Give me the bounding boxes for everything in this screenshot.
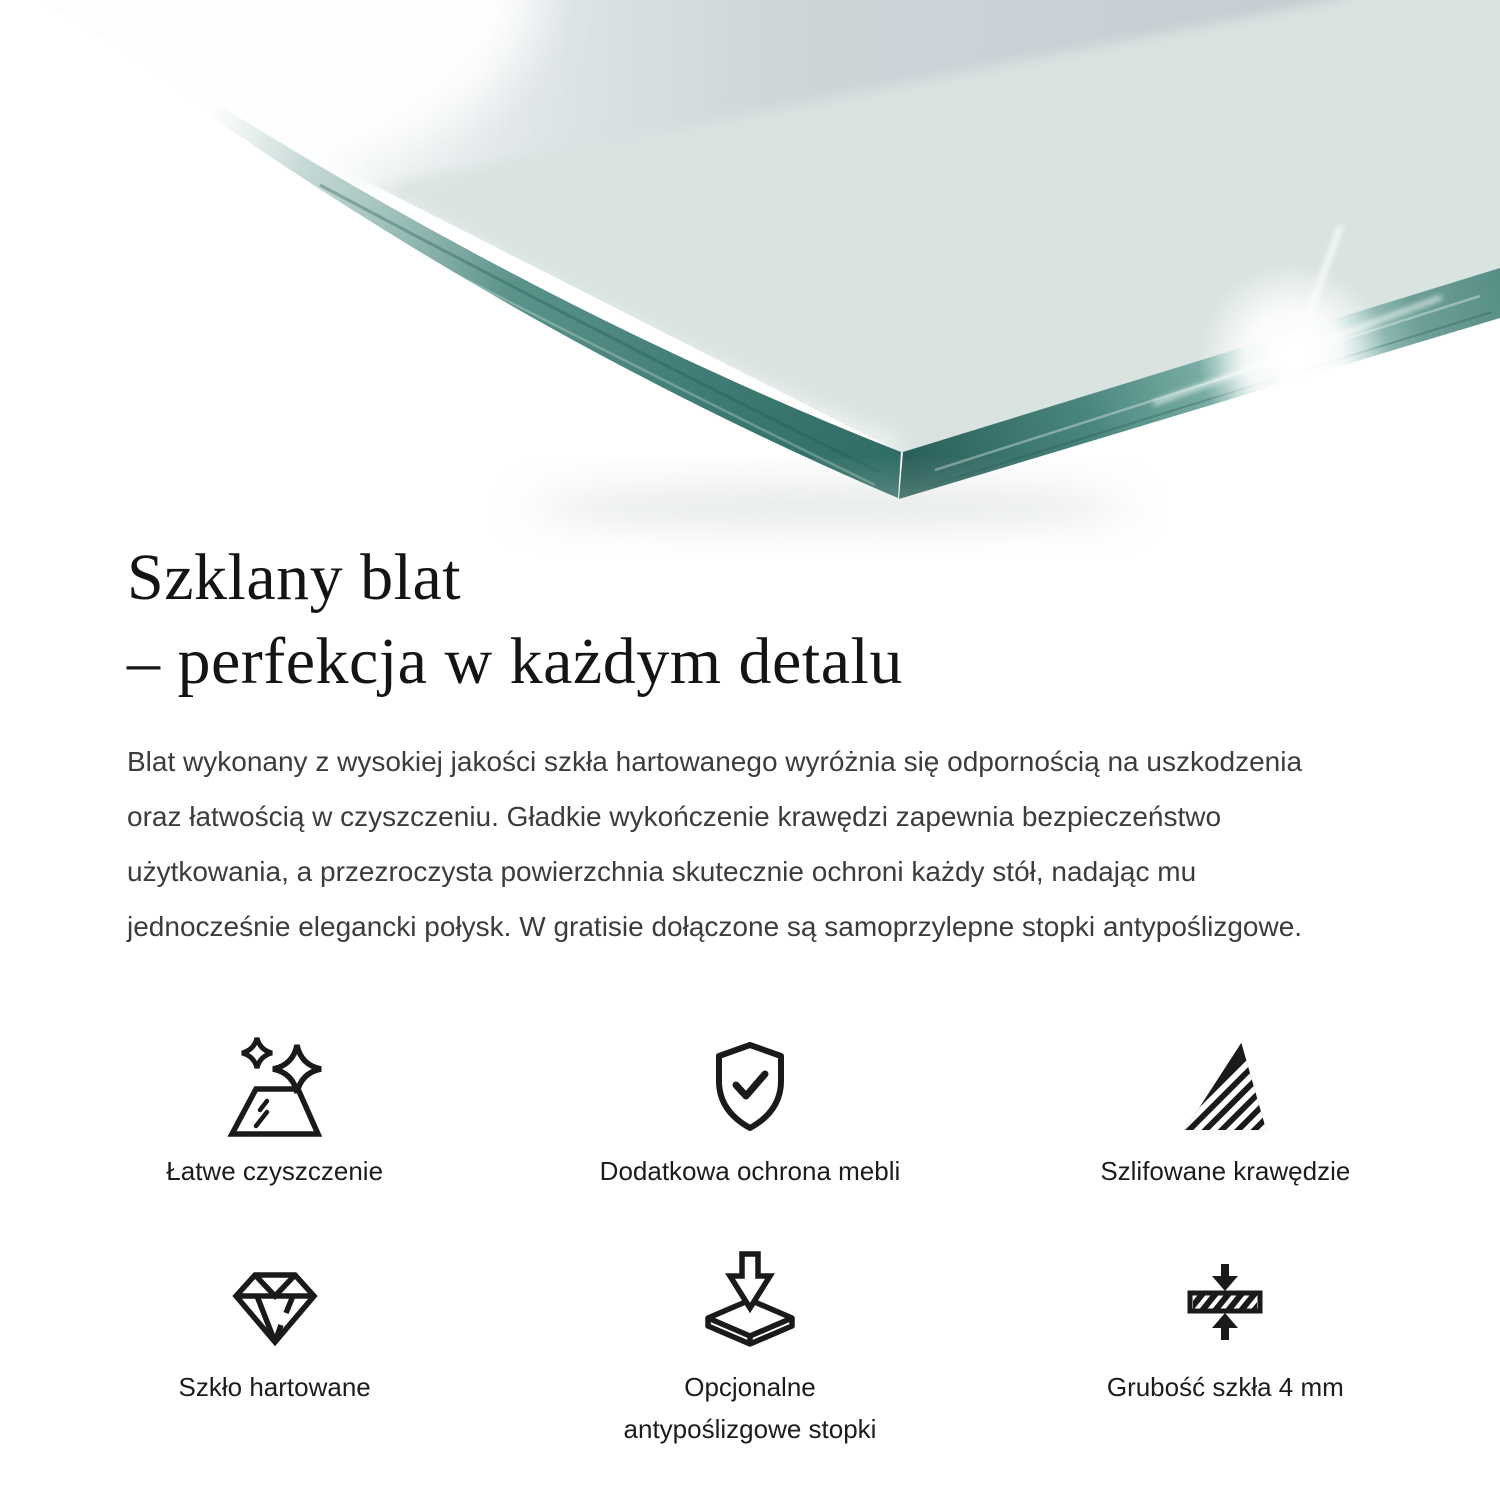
ground-edges-icon [1155, 1032, 1295, 1140]
features-grid [37, 1032, 1463, 1450]
feature-glass-thickness [1107, 1248, 1344, 1450]
feature-label: Szlifowane krawędzie [1100, 1156, 1351, 1186]
feature-label: Dodatkowa ochrona mebli [599, 1156, 901, 1186]
description-line: użytkowania, a przezroczysta powierzchnia skutecznie ochroni każdy stół, nadając mu [127, 856, 1197, 887]
page-title-line2: – perfekcja w każdym detalu [127, 625, 903, 698]
anti-slip-feet-icon [680, 1248, 820, 1356]
product-photo-glass-tabletop [0, 0, 1500, 560]
shield-check-icon [680, 1032, 820, 1140]
feature-furniture-protection [600, 1032, 901, 1192]
feature-label: Grubość szkła 4 mm [1106, 1372, 1344, 1402]
feature-ground-edges [1100, 1032, 1350, 1192]
diamond-icon [205, 1248, 345, 1356]
feature-label: Opcjonalne antypoślizgowe stopki [623, 1372, 877, 1444]
sparkle-clean-icon [205, 1032, 345, 1140]
page-title [127, 536, 903, 704]
description-line: oraz łatwością w czyszczeniu. Gładkie wykończenie krawędzi zapewnia bezpieczeństwo [127, 801, 1222, 832]
feature-anti-slip-feet [624, 1248, 877, 1450]
description-line: Blat wykonany z wysokiej jakości szkła hartowanego wyróżnia się odpornością na uszkodzenia [127, 746, 1303, 777]
glass-corner-illustration [0, 0, 1500, 560]
page-title-line1: Szklany blat [127, 541, 462, 614]
feature-tempered-glass [179, 1248, 371, 1450]
feature-label: Łatwe czyszczenie [166, 1156, 384, 1186]
glass-thickness-icon [1155, 1248, 1295, 1356]
feature-easy-cleaning [166, 1032, 383, 1192]
product-description-text [127, 734, 1427, 954]
feature-label: Szkło hartowane [178, 1372, 371, 1402]
description-line: jednocześnie elegancki połysk. W gratisie dołączone są samoprzylepne stopki antypoślizgowe. [127, 911, 1303, 942]
